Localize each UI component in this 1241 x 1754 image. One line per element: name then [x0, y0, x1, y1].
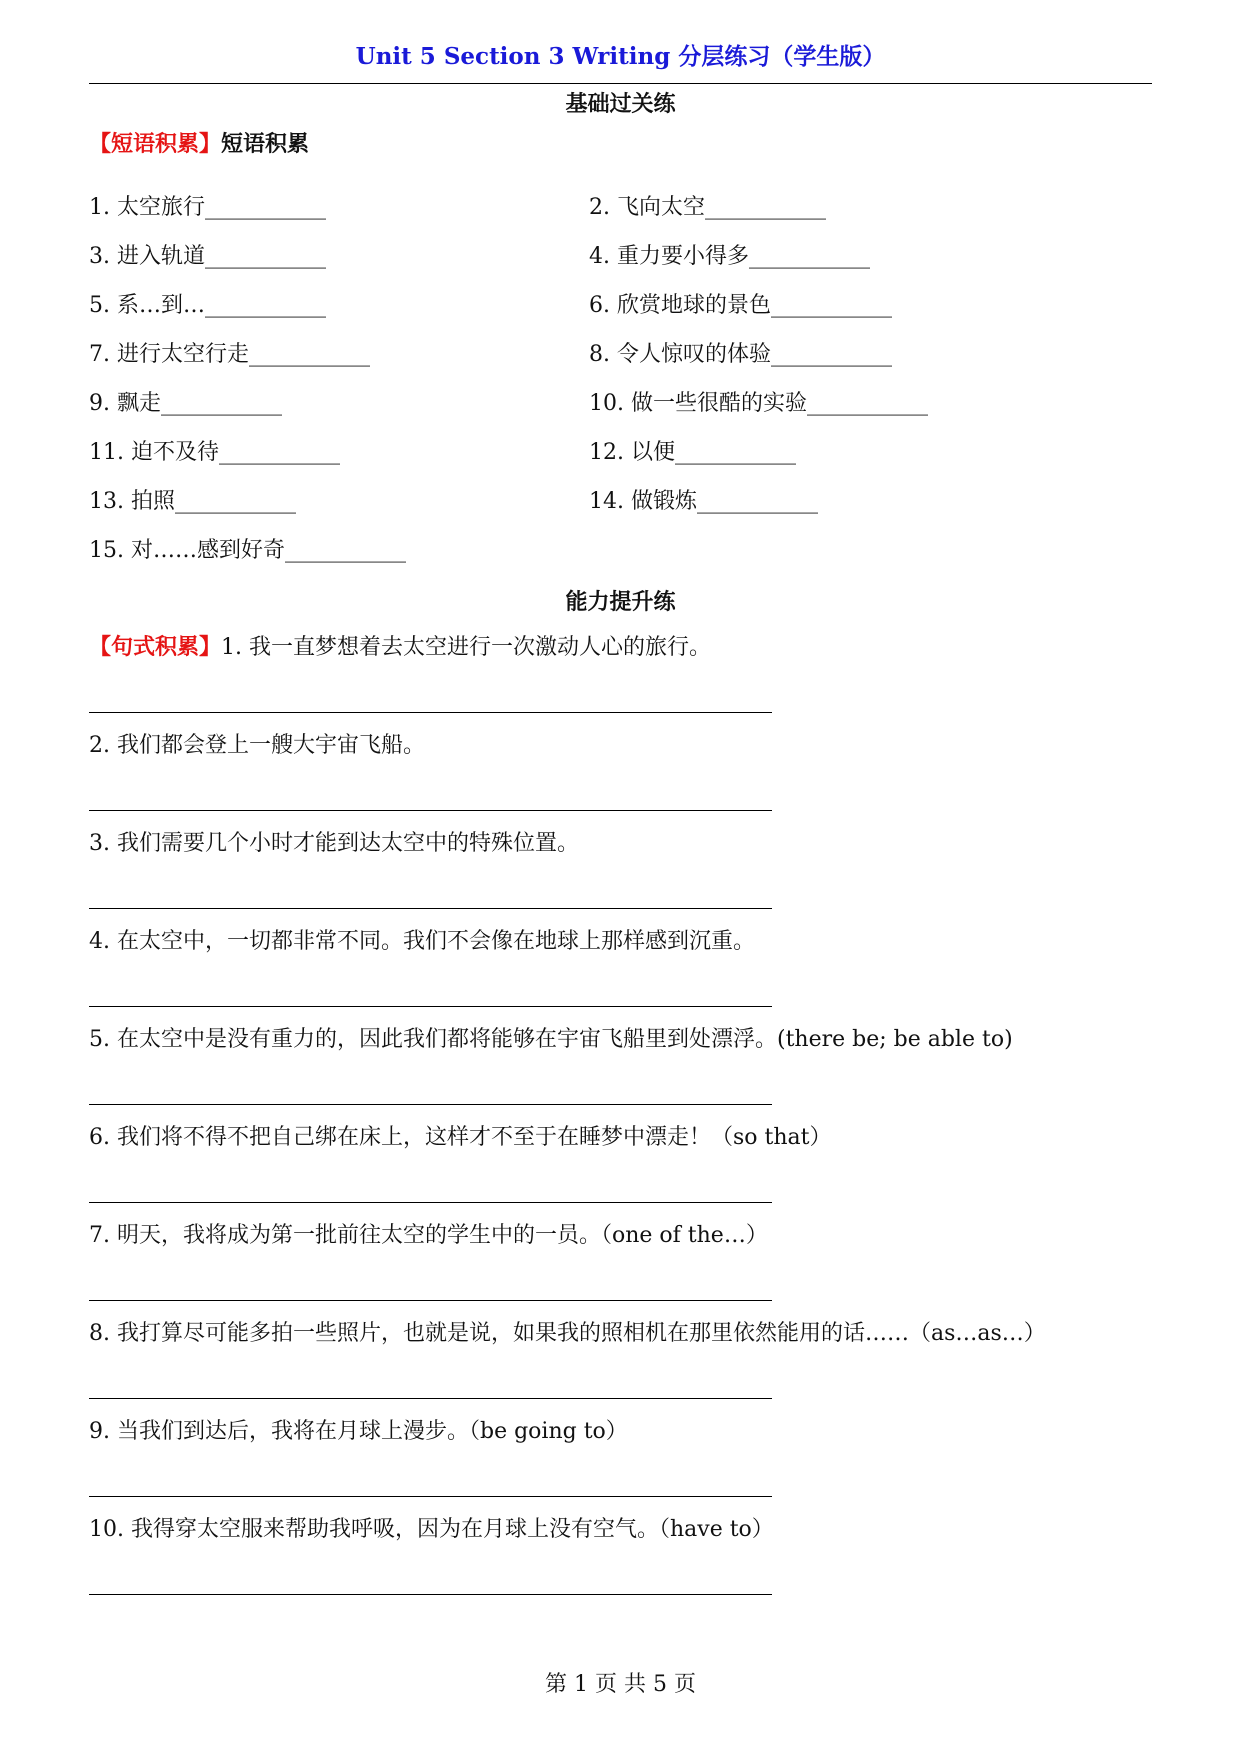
phrase-label-bracket: 【短语积累】 — [89, 132, 222, 157]
sentence-item: 3. 我们需要几个小时才能到达太空中的特殊位置。 — [89, 831, 579, 856]
sentence-item: 7. 明天，我将成为第一批前往太空的学生中的一员。（one of the…） — [89, 1223, 768, 1248]
phrase-label-text: 短语积累 — [221, 132, 310, 157]
answer-line — [89, 1202, 772, 1203]
phrase-item: 6. 欣赏地球的景色___________ — [589, 293, 892, 318]
sentence-item: 10. 我得穿太空服来帮助我呼吸，因为在月球上没有空气。（have to） — [89, 1517, 774, 1542]
section-basic-title: 基础过关练 — [565, 92, 676, 117]
sentence-item: 9. 当我们到达后，我将在月球上漫步。（be going to） — [89, 1419, 628, 1444]
sentence-item: 4. 在太空中，一切都非常不同。我们不会像在地球上那样感到沉重。 — [89, 929, 755, 954]
phrase-item: 7. 进行太空行走___________ — [89, 342, 370, 367]
sentence-item: 2. 我们都会登上一艘大宇宙飞船。 — [89, 733, 425, 758]
phrase-item: 15. 对……感到好奇___________ — [89, 538, 406, 563]
sentence-item — [89, 633, 711, 663]
sentence-text: 1. 我一直梦想着去太空进行一次激动人心的旅行。 — [221, 635, 712, 660]
answer-line — [89, 1398, 772, 1399]
sentence-item: 6. 我们将不得不把自己绑在床上，这样才不至于在睡梦中漂走！（so that） — [89, 1125, 832, 1150]
phrase-item: 2. 飞向太空___________ — [589, 195, 826, 220]
answer-line — [89, 1104, 772, 1105]
answer-line — [89, 1006, 772, 1007]
phrase-item: 13. 拍照___________ — [89, 489, 296, 514]
section-advanced-title: 能力提升练 — [565, 590, 676, 615]
document-title: Unit 5 Section 3 Writing 分层练习（学生版） — [355, 43, 886, 70]
answer-line — [89, 810, 772, 811]
phrase-item: 5. 系…到…___________ — [89, 293, 326, 318]
phrase-item: 4. 重力要小得多___________ — [589, 244, 870, 269]
answer-line — [89, 1594, 772, 1595]
answer-line — [89, 1300, 772, 1301]
phrase-item: 10. 做一些很酷的实验___________ — [589, 391, 928, 416]
sentence-item: 5. 在太空中是没有重力的，因此我们都将能够在宇宙飞船里到处漂浮。(there be; be able to) — [89, 1027, 1013, 1052]
phrase-heading — [89, 130, 309, 160]
page-number: 第 1 页 共 5 页 — [545, 1672, 696, 1697]
page-header — [89, 28, 1152, 84]
answer-line — [89, 712, 772, 713]
phrase-item: 9. 飘走___________ — [89, 391, 282, 416]
answer-line — [89, 1496, 772, 1497]
sentence-item: 8. 我打算尽可能多拍一些照片，也就是说，如果我的照相机在那里依然能用的话……（as…as…） — [89, 1321, 1046, 1346]
phrase-item: 11. 迫不及待___________ — [89, 440, 340, 465]
phrase-item: 1. 太空旅行___________ — [89, 195, 326, 220]
phrase-item: 3. 进入轨道___________ — [89, 244, 326, 269]
phrase-item: 12. 以便___________ — [589, 440, 796, 465]
phrase-item: 8. 令人惊叹的体验___________ — [589, 342, 892, 367]
answer-line — [89, 908, 772, 909]
phrase-item: 14. 做锻炼___________ — [589, 489, 818, 514]
sentence-label-bracket: 【句式积累】 — [89, 635, 222, 660]
